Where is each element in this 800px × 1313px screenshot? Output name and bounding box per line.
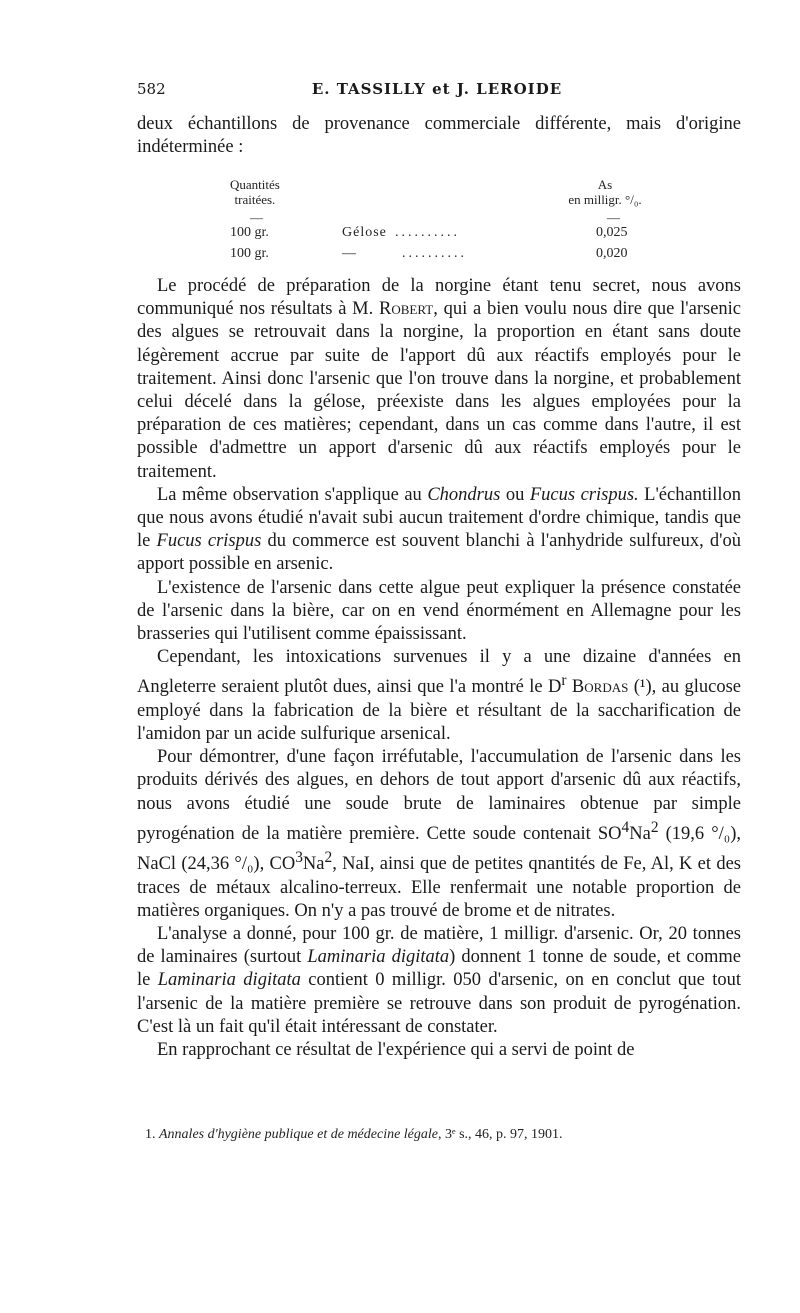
footnote-source: Annales d'hygiène publique et de médecine légale — [159, 1127, 439, 1142]
author-bordas: Bordas — [571, 677, 629, 698]
paragraph-intoxications: Cependant, les intoxications survenues il y a une dizaine d'années en Angleterre seraient plutôt dues, ainsi que l'a montré le $D^r$ Bordas (¹), au glucose employé dans la fabrication de la bière et résultant de la saccharification de l'amidon par un acide sulfurique arsenical. — [137, 647, 742, 745]
table-header-quantity: Quantités traitées. — [230, 177, 280, 207]
row-material: — — [342, 246, 357, 261]
table-row — [230, 225, 660, 245]
paragraph-soude: Pour démontrer, d'une façon irréfutable, l'accumulation de l'arsenic dans les produits dérivés des algues, en dehors de tout apport d'arsenic dû aux réactifs, nous avons étudié une soude brute de laminaires obtenue par simple pyrogénation de la matière première. Cette soude contenait $SO^4Na^2$ (19,6 °/₀), NaCl (24,36 °/₀), $CO^3Na^2$, NaI, ainsi que de petites qnantités de Fe, Al, K et des traces de métaux alcalino-terreux. Elle renfermait une notable proportion de matières organiques. On n'y a pas trouvé de brome et de nitrates. — [137, 747, 742, 921]
header-dash-right: — — [607, 210, 620, 225]
footnote-details: , 3ᵉ s., 46, p. 97, 1901. — [438, 1127, 563, 1142]
row-value: 0,020 — [596, 246, 628, 261]
species-laminaria: Laminaria digitata — [307, 947, 450, 968]
species-chondrus: Chondrus — [427, 484, 501, 505]
footnote — [145, 1127, 745, 1143]
row-material: Gélose — [342, 225, 387, 240]
author-robert: Robert — [379, 299, 434, 320]
paragraph-chondrus: La même observation s'applique au Chondrus ou Fucus crispus. L'échantillon que nous avons étudié n'avait subi aucun traitement d'ordre chimique, tandis que le Fucus crispus du commerce est souvent blanchi à l'anhydride sulfureux, d'où apport possible en arsenic. — [137, 484, 742, 575]
species-fucus-2: Fucus crispus — [156, 531, 262, 552]
footnote-ref[interactable]: (¹) — [633, 677, 652, 698]
table-row — [230, 246, 660, 266]
footnote-number: 1. — [145, 1127, 156, 1142]
paragraph-closing: En rapprochant ce résultat de l'expérience qui a servi de point de — [157, 1039, 635, 1060]
species-laminaria-2: Laminaria digitata — [157, 970, 301, 991]
row-quantity: 100 gr. — [230, 246, 269, 261]
page-number: 582 — [137, 80, 166, 98]
body-text — [137, 275, 741, 1062]
paragraph-analyse: L'analyse a donné, pour 100 gr. de matière, 1 milligr. d'arsenic. Or, 20 tonnes de laminaires (surtout Laminaria digitata) donnent 1 tonne de soude, et comme le Laminaria digitata contient 0 milligr. 050 d'arsenic, on en conclut que tout l'arsenic de la matière première se retrouve dans son produit de pyrogénation. C'est là un fait qu'il était intéressant de constater. — [137, 923, 742, 1037]
running-title: E. TASSILLY et J. LEROIDE — [311, 80, 563, 98]
header-dash-left: — — [250, 210, 263, 225]
intro-paragraph: deux échantillons de provenance commerciale différente, mais d'origine indéterminée : — [137, 114, 741, 158]
species-fucus: Fucus crispus. — [529, 484, 639, 505]
running-header — [137, 80, 737, 102]
row-value: 0,025 — [596, 225, 628, 240]
row-leader-dots: .......... — [395, 225, 460, 240]
row-quantity: 100 gr. — [230, 225, 269, 240]
table-header-arsenic: As en milligr. °/₀. — [568, 177, 642, 207]
intro-text — [137, 113, 741, 159]
paragraph-beer: L'existence de l'arsenic dans cette algue peut expliquer la présence constatée de l'arsenic dans la bière, car on en vend énormément en Allemagne pour les brasseries qui l'utilisent comme épaississant. — [137, 577, 741, 645]
paragraph-norgine: Le procédé de préparation de la norgine étant tenu secret, nous avons communiqué nos résultats à M. Robert, qui a bien voulu nous dire que l'arsenic des algues se retrouvait dans la norgine, la proportion en étant sans doute légèrement accrue par suite de l'apport dû aux réactifs employés pour le traitement. Ainsi donc l'arsenic que l'on trouve dans la norgine, et probablement celui décelé dans la gélose, préexiste dans les algues employées pour la préparation de ces matières; cependant, dans un cas comme dans l'autre, il est possible d'admettre un apport d'arsenic dû aux réactifs employés pour le traitement. — [137, 276, 742, 482]
row-leader-dots: .......... — [402, 246, 467, 261]
